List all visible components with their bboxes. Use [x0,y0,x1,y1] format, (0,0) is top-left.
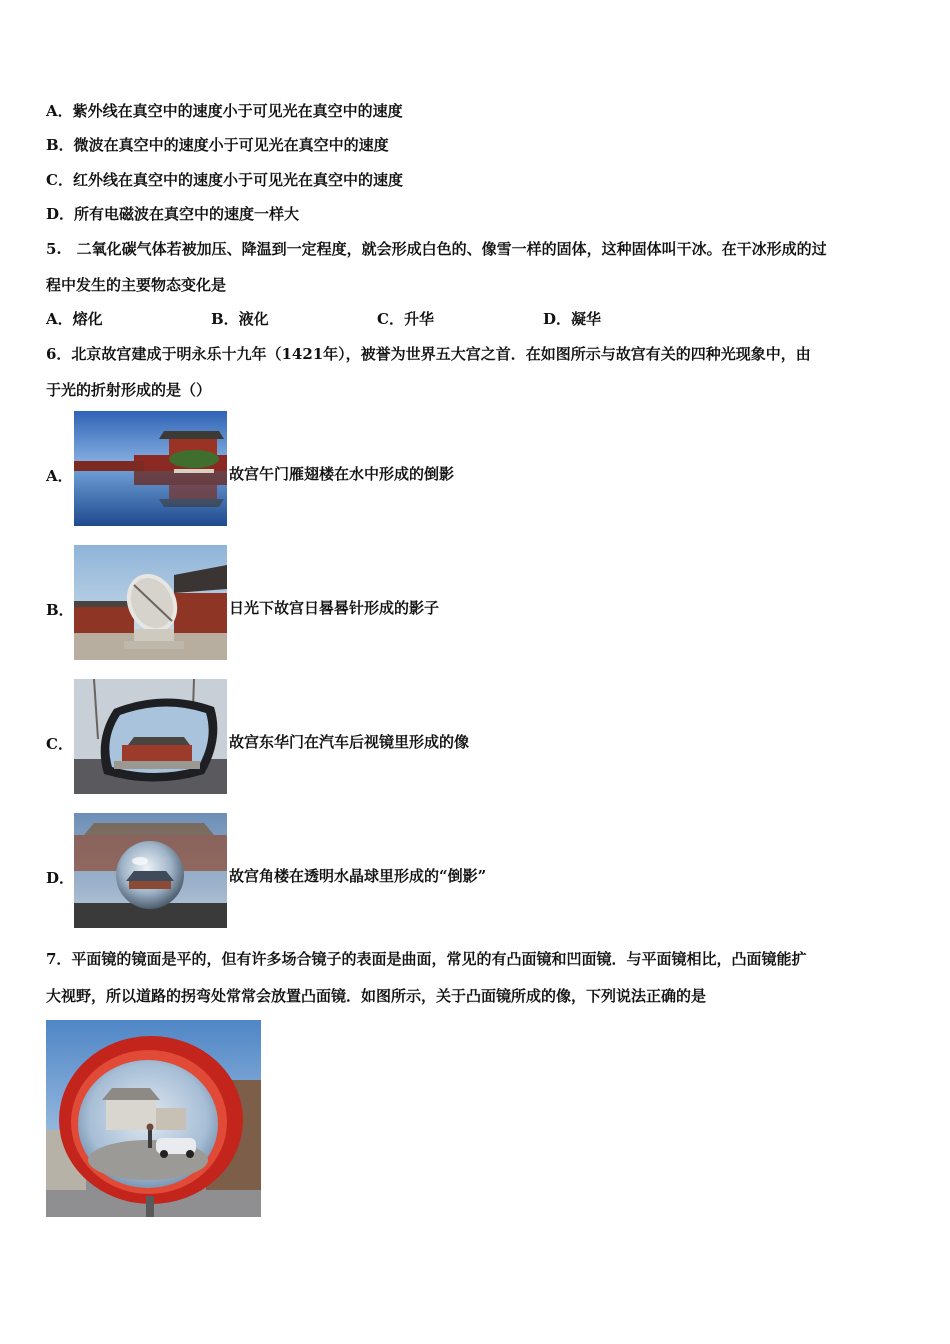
option-caption: 故宫角楼在透明水晶球里形成的“倒影” [229,867,487,885]
q6-option-a[interactable] [46,411,566,527]
car-mirror-photo [74,679,227,794]
q7-stem-line2: 大视野，所以道路的拐弯处常常会放置凸面镜．如图所示，关于凸面镜所成的像，下列说法正确的是 [46,987,707,1005]
option-letter: A． [46,467,73,485]
q5-option-c[interactable]: C．升华 [377,310,434,328]
q5-option-d[interactable]: D．凝华 [543,310,602,328]
option-caption: 日光下故宫日晷晷针形成的影子 [229,599,440,617]
q4-option-a[interactable]: A．紫外线在真空中的速度小于可见光在真空中的速度 [46,102,403,120]
q6-option-c[interactable] [46,679,566,795]
q5-stem-line1: 5. 二氧化碳气体若被加压、降温到一定程度，就会形成白色的、像雪一样的固体，这种固体叫干冰。在干冰形成的过 [46,240,827,258]
option-caption: 故宫午门雁翅楼在水中形成的倒影 [229,465,455,483]
sundial-photo [74,545,227,660]
q5-option-a[interactable]: A．熔化 [46,310,103,328]
q4-option-c[interactable]: C．红外线在真空中的速度小于可见光在真空中的速度 [46,171,403,189]
q6-stem-line2: 于光的折射形成的是（） [46,381,212,399]
q6-option-d[interactable] [46,813,566,929]
q6-stem-line1: 6．北京故宫建成于明永乐十九年（1421年），被誉为世界五大宫之首．在如图所示与故宫有关的四种光现象中，由 [46,345,811,363]
option-letter: D． [46,869,75,887]
crystal-ball-photo [74,813,227,928]
option-caption: 故宫东华门在汽车后视镜里形成的像 [229,733,470,751]
q4-option-b[interactable]: B．微波在真空中的速度小于可见光在真空中的速度 [46,136,389,154]
q6-option-b[interactable] [46,545,566,661]
q5-options [46,309,746,329]
option-letter: C． [46,735,73,753]
q7-stem-line1: 7．平面镜的镜面是平的，但有许多场合镜子的表面是曲面，常见的有凸面镜和凹面镜．与平面镜相比，凸面镜能扩 [46,950,807,968]
meridian-gate-reflection-photo [74,411,227,526]
option-letter: B． [46,601,74,619]
q5-option-b[interactable]: B．液化 [211,310,269,328]
q5-stem-line2: 程中发生的主要物态变化是 [46,276,227,294]
q4-option-d[interactable]: D．所有电磁波在真空中的速度一样大 [46,205,300,223]
convex-mirror-photo [46,1020,261,1217]
